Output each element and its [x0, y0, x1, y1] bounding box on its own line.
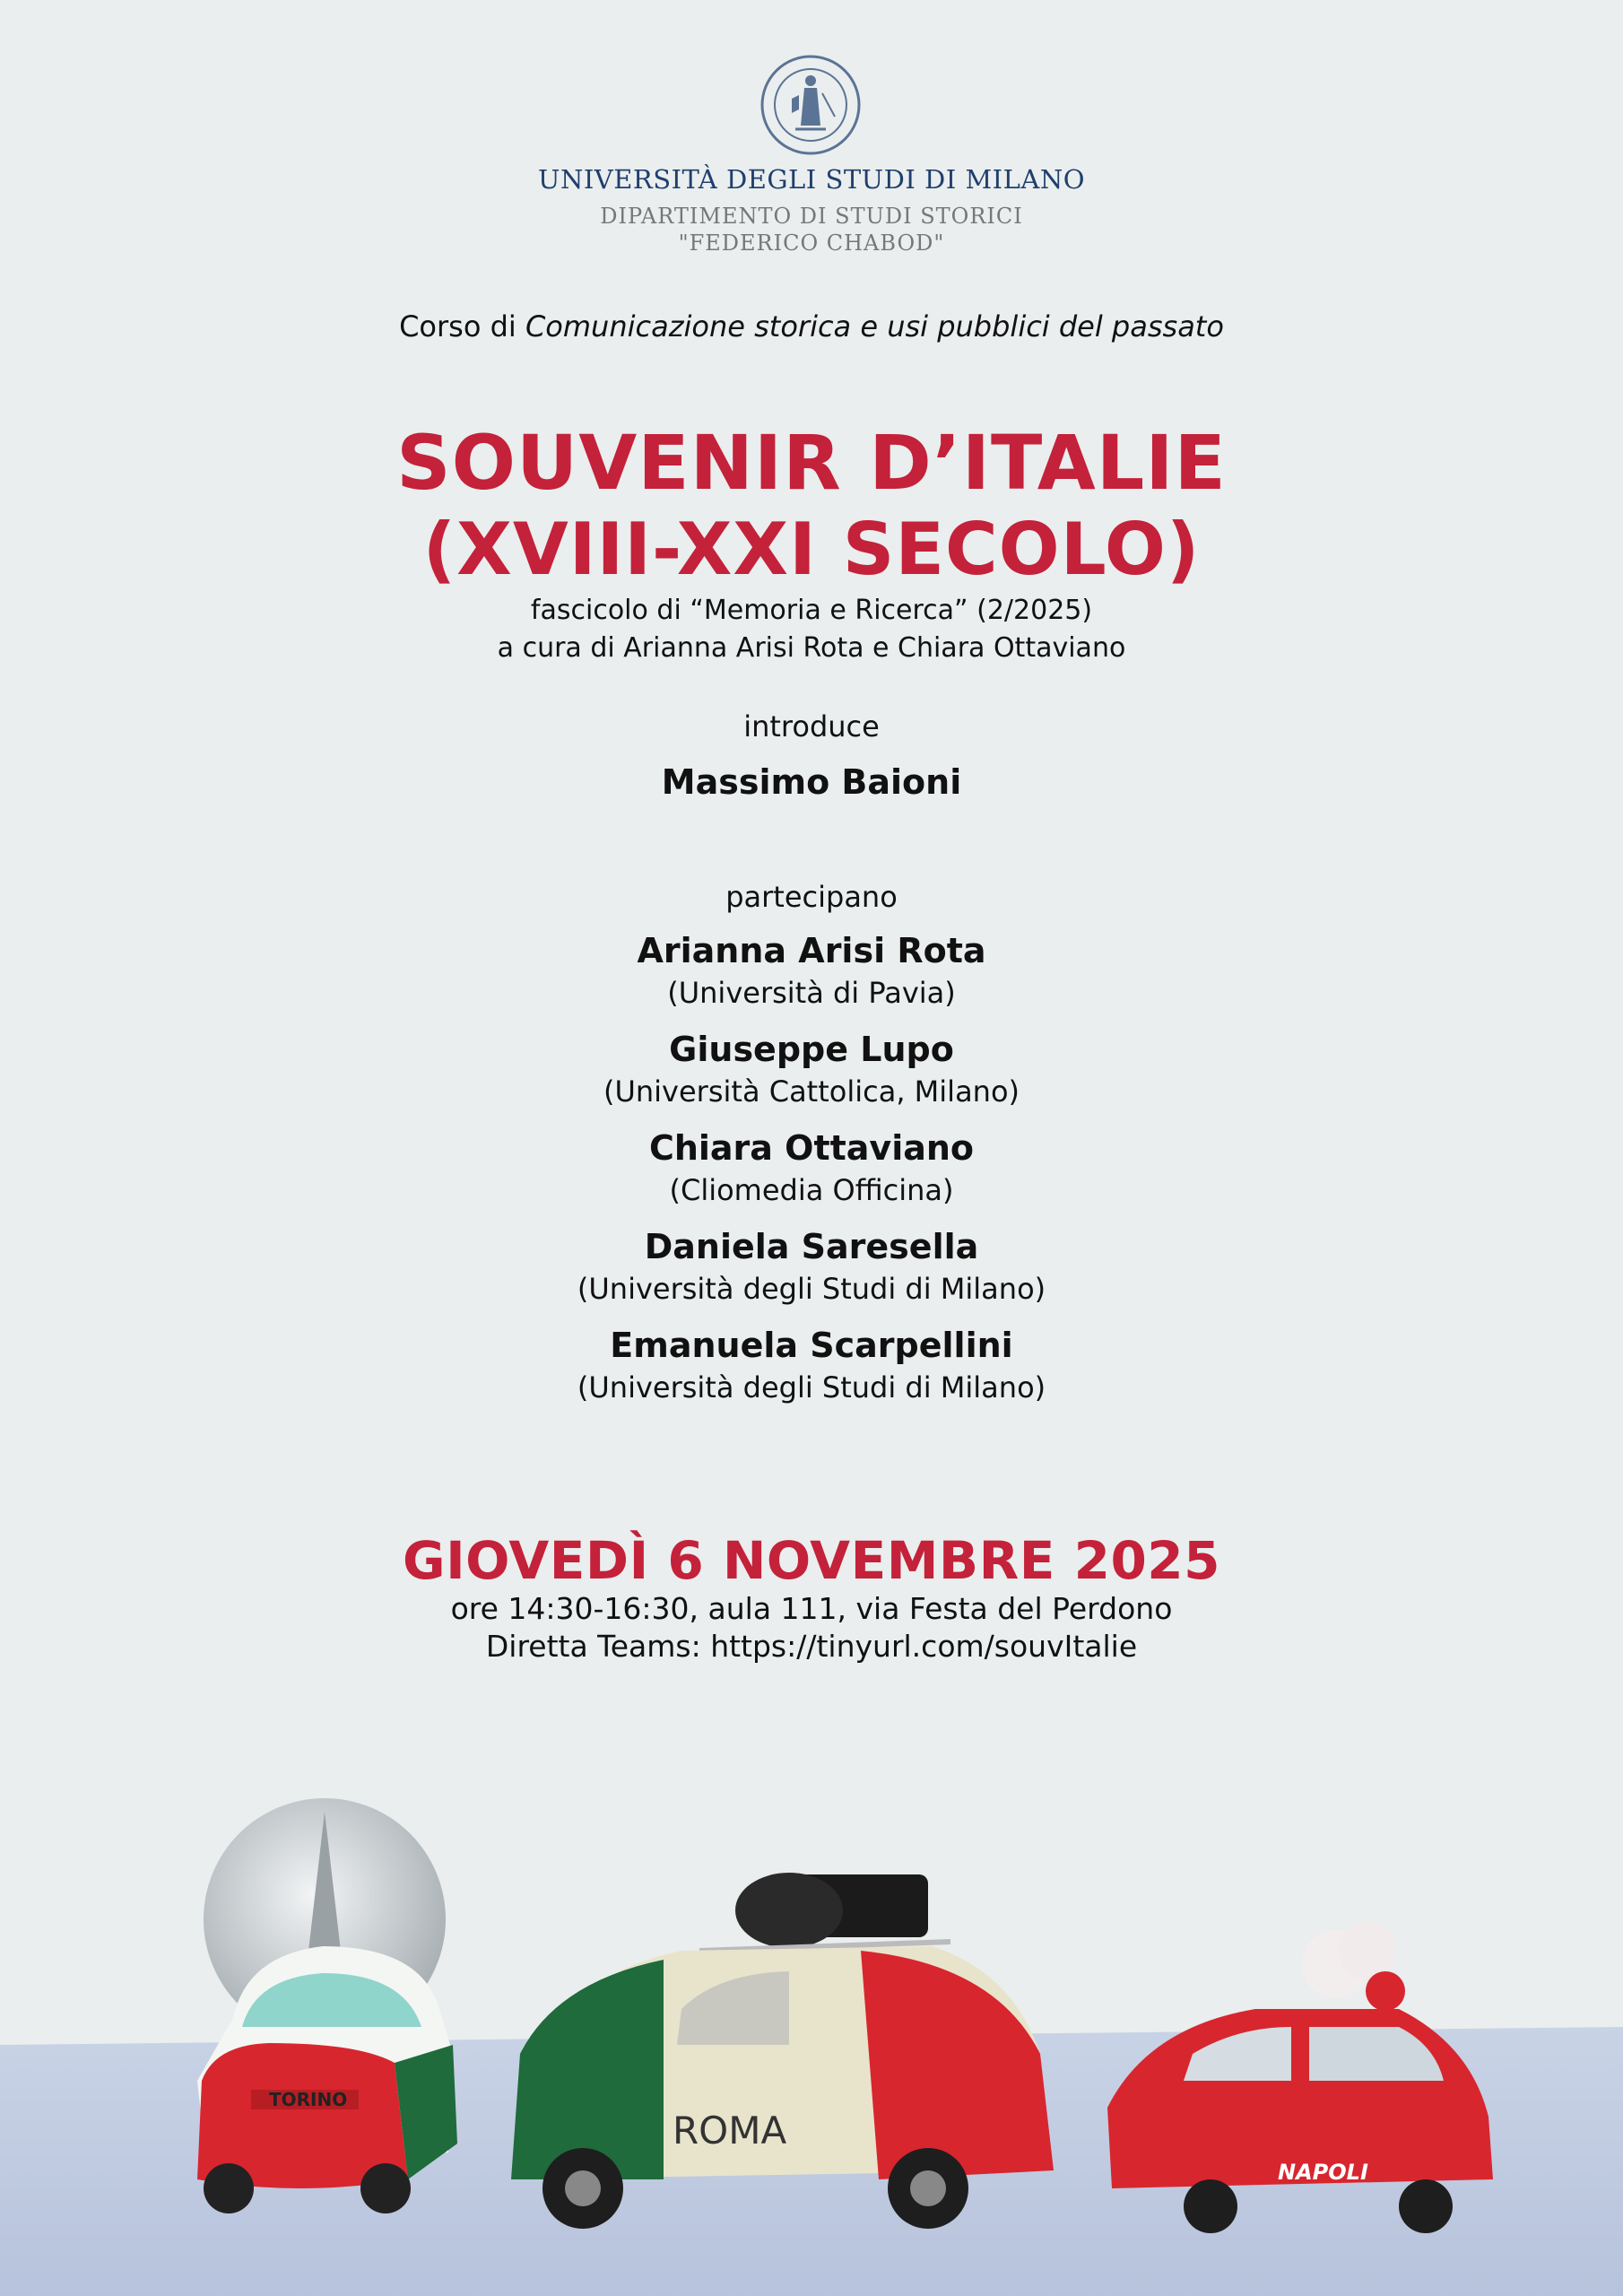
live-stream-link: Diretta Teams: https://tinyurl.com/souvItalie [485, 1629, 1138, 1664]
introducer-name: Massimo Baioni [661, 762, 962, 802]
course-prefix: Corso di [399, 309, 525, 344]
car-label-roma: ROMA [673, 2109, 787, 2152]
participant-name: Daniela Saresella [644, 1227, 979, 1266]
participant-name: Giuseppe Lupo [669, 1030, 954, 1069]
participant-name: Arianna Arisi Rota [637, 931, 986, 970]
participant-name: Emanuela Scarpellini [610, 1326, 1013, 1365]
participant-affiliation: (Università degli Studi di Milano) [577, 1370, 1046, 1405]
participant-affiliation: (Università degli Studi di Milano) [577, 1272, 1046, 1306]
participant-name: Chiara Ottaviano [648, 1128, 975, 1168]
event-title: SOUVENIR D’ITALIE [396, 419, 1227, 507]
car-label-torino: TORINO [269, 2089, 348, 2110]
course-name: Comunicazione storica e usi pubblici del passato [525, 309, 1224, 344]
event-time-location: ore 14:30-16:30, aula 111, via Festa del Perdono [450, 1591, 1173, 1626]
course-line [0, 309, 1623, 344]
department-dedication: "FEDERICO CHABOD" [678, 230, 945, 256]
participant-affiliation: (Università Cattolica, Milano) [603, 1074, 1020, 1109]
department-name: DIPARTIMENTO DI STUDI STORICI [600, 204, 1023, 229]
journal-issue: fascicolo di “Memoria e Ricerca” (2/2025) [530, 595, 1093, 626]
editors: a cura di Arianna Arisi Rota e Chiara Ottaviano [497, 632, 1126, 664]
event-title-period: (XVIII-XXI SECOLO) [422, 508, 1201, 591]
car-label-napoli: NAPOLI [1278, 2160, 1368, 2185]
introduction-label: introduce [743, 709, 880, 744]
participants-label: partecipano [725, 880, 898, 914]
participant-affiliation: (Università di Pavia) [667, 976, 956, 1010]
event-date: GIOVEDÌ 6 NOVEMBRE 2025 [402, 1530, 1221, 1591]
souvenir-cars-photo [0, 1758, 1623, 2296]
university-seal-icon [759, 54, 862, 156]
participant-affiliation: (Cliomedia Officina) [669, 1173, 954, 1207]
torino-car [197, 1798, 457, 2213]
university-name: UNIVERSITÀ DEGLI STUDI DI MILANO [538, 164, 1085, 195]
